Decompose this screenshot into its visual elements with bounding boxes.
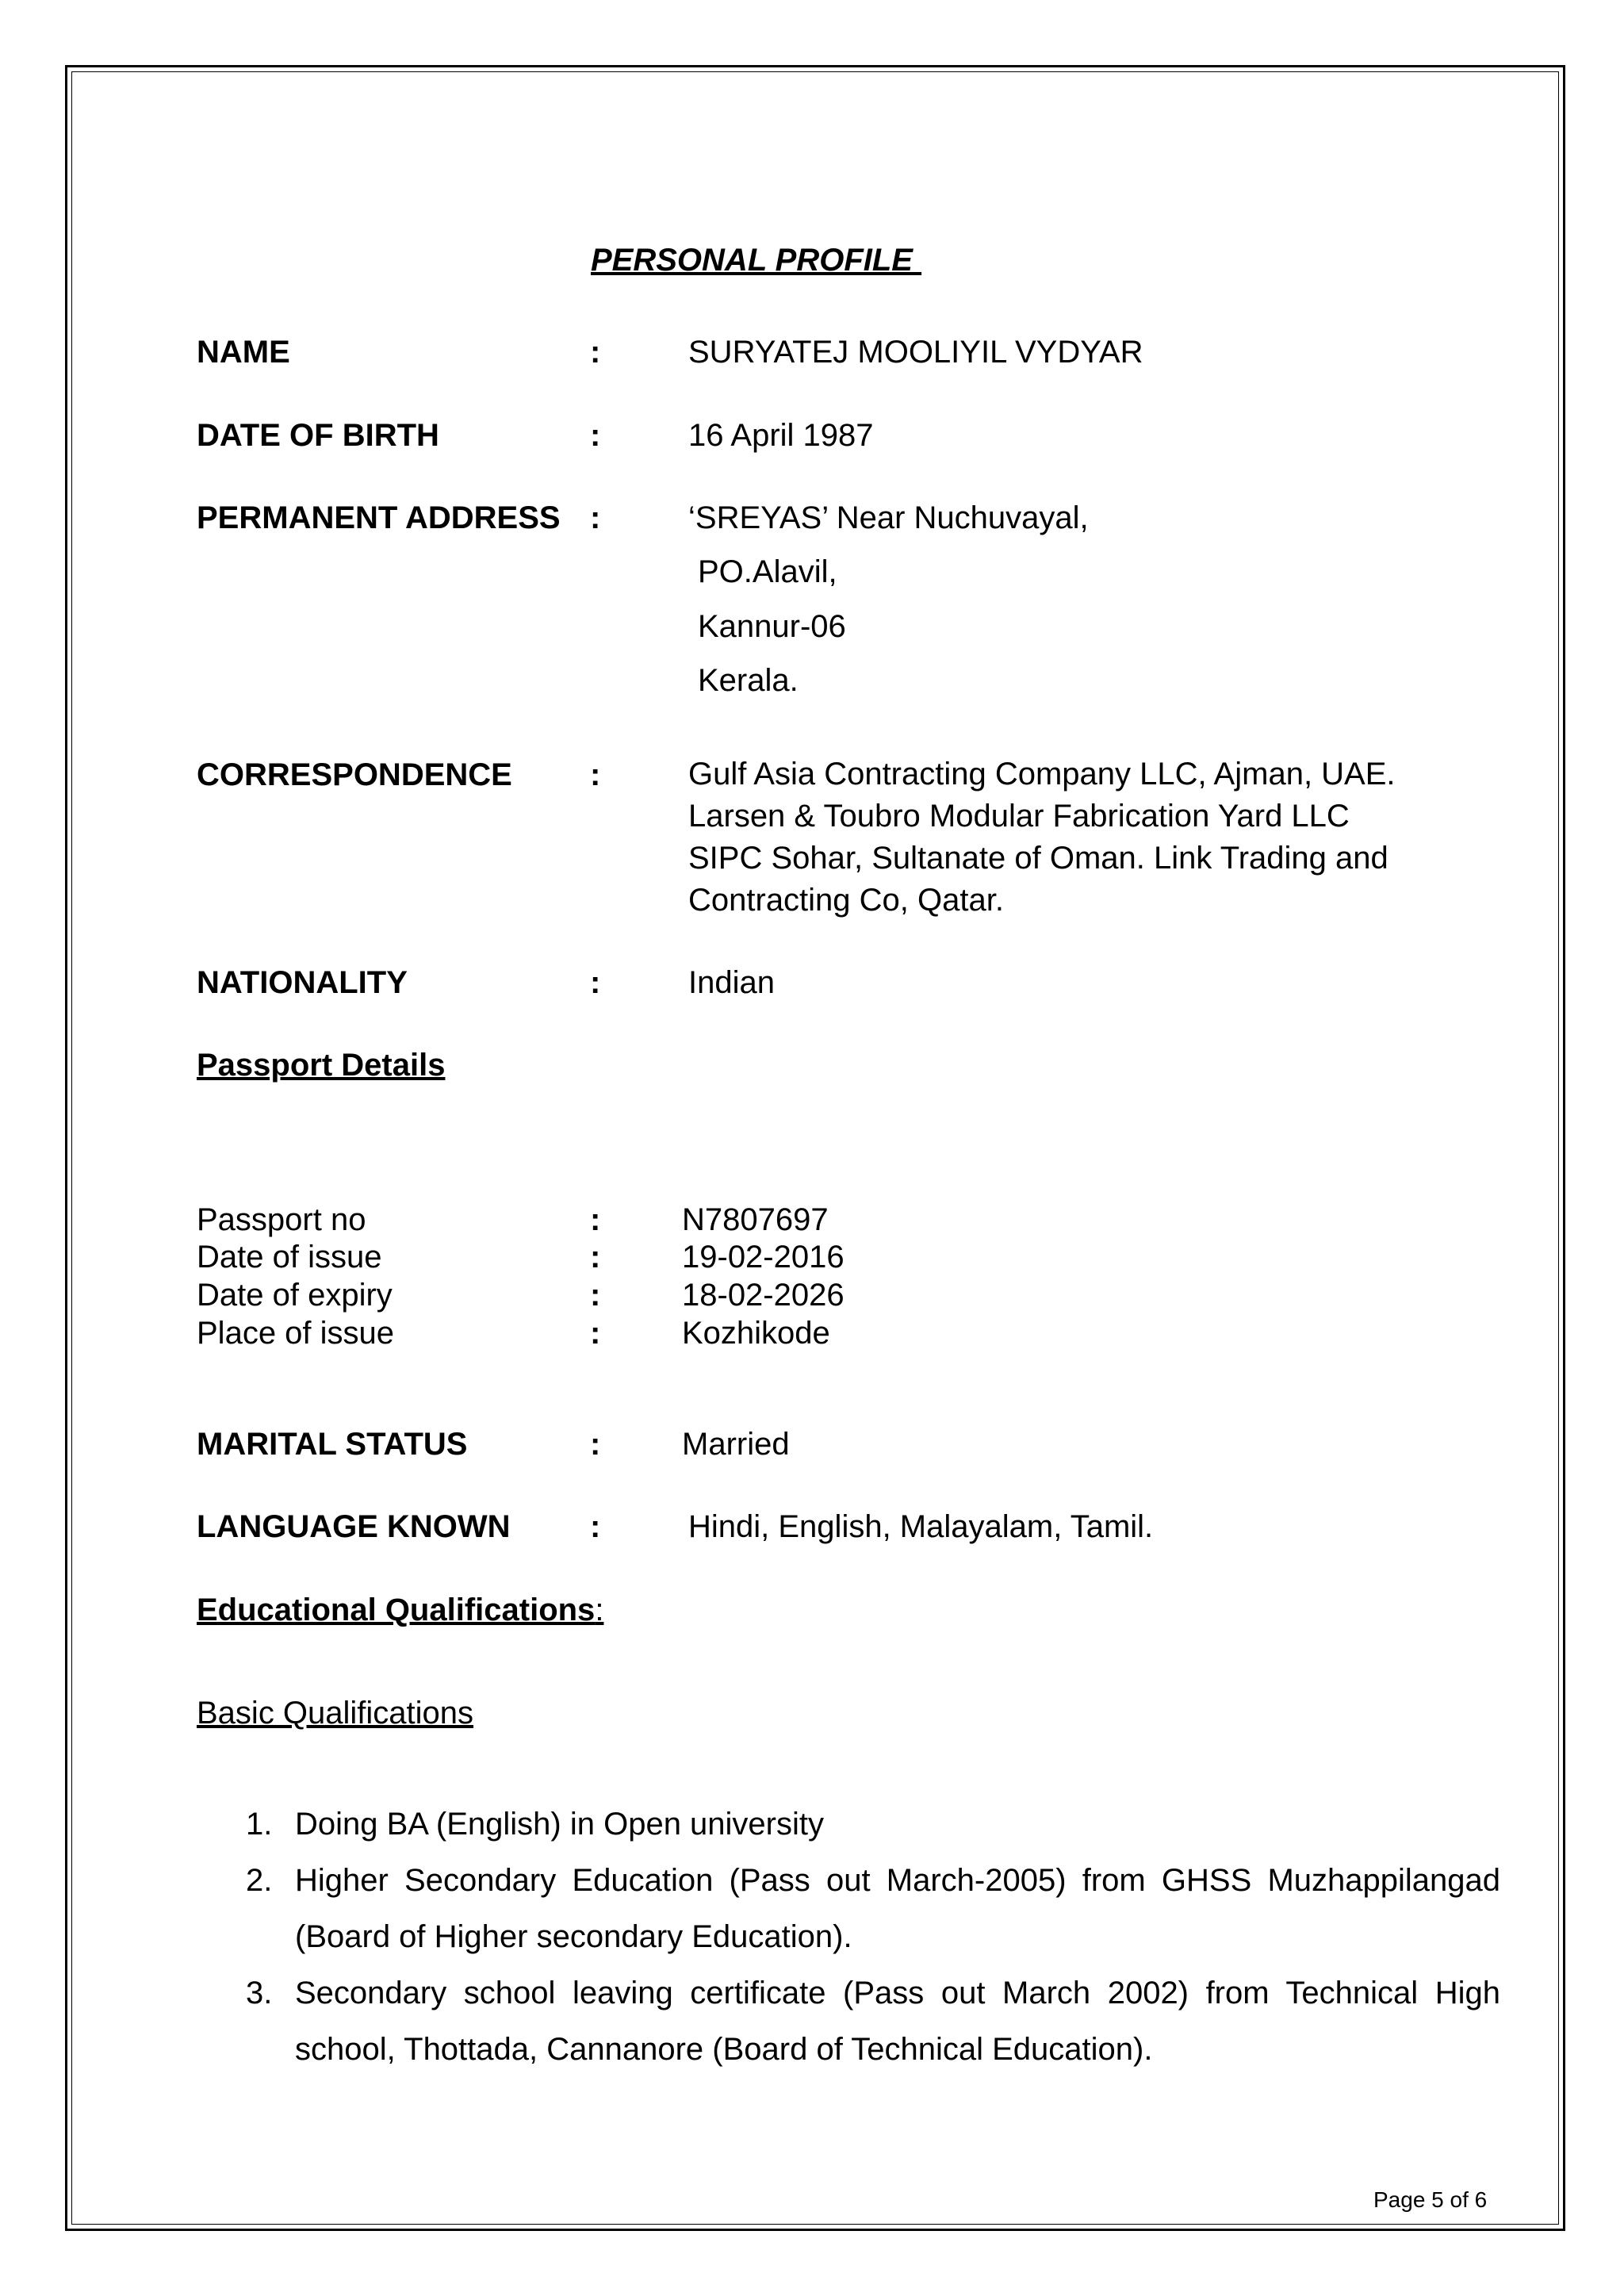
correspondence-label: CORRESPONDENCE bbox=[197, 757, 512, 792]
languages-value: Hindi, English, Malayalam, Tamil. bbox=[688, 1509, 1154, 1544]
dob-label: DATE OF BIRTH bbox=[197, 418, 439, 453]
name-colon: : bbox=[590, 335, 601, 370]
qualifications-list bbox=[246, 1796, 1500, 2078]
marital-status-label: MARITAL STATUS bbox=[197, 1427, 468, 1462]
education-heading bbox=[197, 1594, 603, 1626]
correspondence-colon: : bbox=[590, 757, 601, 792]
list-item bbox=[246, 1796, 1500, 1853]
dob-colon: : bbox=[590, 418, 601, 453]
date-of-issue-colon: : bbox=[590, 1240, 601, 1274]
languages-label: LANGUAGE KNOWN bbox=[197, 1509, 511, 1544]
marital-status-value: Married bbox=[682, 1427, 790, 1462]
date-of-expiry-colon: : bbox=[590, 1278, 601, 1313]
education-heading-colon: : bbox=[595, 1593, 604, 1627]
list-item-number: 1. bbox=[246, 1807, 273, 1842]
passport-no-label: Passport no bbox=[197, 1202, 366, 1237]
place-of-issue-colon: : bbox=[590, 1316, 601, 1351]
name-label: NAME bbox=[197, 335, 290, 370]
correspondence-line-1: Gulf Asia Contracting Company LLC, Ajman, UAE. bbox=[688, 757, 1396, 792]
list-item-text: Higher Secondary Education (Pass out March-2005) from GHSS Muzhappilangad (Board of Higher secondary Education). bbox=[295, 1863, 1500, 1954]
nationality-colon: : bbox=[590, 965, 601, 1000]
date-of-expiry-value: 18-02-2026 bbox=[682, 1278, 845, 1313]
permanent-address-label: PERMANENT ADDRESS bbox=[197, 500, 561, 535]
passport-no-colon: : bbox=[590, 1202, 601, 1237]
place-of-issue-value: Kozhikode bbox=[682, 1316, 830, 1351]
list-item-text: Secondary school leaving certificate (Pass out March 2002) from Technical High school, Thottada, Cannanore (Board of Technical Education). bbox=[295, 1976, 1500, 2067]
list-item bbox=[246, 1965, 1500, 2078]
correspondence-line-2: Larsen & Toubro Modular Fabrication Yard LLC bbox=[688, 799, 1350, 834]
page-number: Page 5 of 6 bbox=[1373, 2187, 1488, 2212]
list-item-number: 3. bbox=[246, 1976, 273, 2010]
permanent-address-line-4: Kerala. bbox=[698, 663, 799, 698]
correspondence-line-3: SIPC Sohar, Sultanate of Oman. Link Trading and bbox=[688, 841, 1388, 876]
passport-heading: Passport Details bbox=[197, 1048, 446, 1083]
date-of-issue-label: Date of issue bbox=[197, 1240, 382, 1274]
nationality-value: Indian bbox=[688, 965, 775, 1000]
place-of-issue-label: Place of issue bbox=[197, 1316, 395, 1351]
correspondence-value bbox=[688, 753, 1396, 922]
dob-value: 16 April 1987 bbox=[688, 418, 874, 453]
permanent-address-line-3: Kannur-06 bbox=[698, 609, 846, 644]
page-title: PERSONAL PROFILE bbox=[591, 243, 922, 278]
correspondence-line-4: Contracting Co, Qatar. bbox=[688, 883, 1004, 918]
permanent-address-line-2: PO.Alavil, bbox=[698, 554, 837, 589]
languages-colon: : bbox=[590, 1509, 601, 1544]
basic-qualifications-subheading: Basic Qualifications bbox=[197, 1696, 474, 1731]
list-item-number: 2. bbox=[246, 1863, 273, 1898]
marital-status-colon: : bbox=[590, 1427, 601, 1462]
education-heading-text: Educational Qualifications bbox=[197, 1593, 596, 1627]
permanent-address-line-1: ‘SREYAS’ Near Nuchuvayal, bbox=[688, 500, 1089, 535]
nationality-label: NATIONALITY bbox=[197, 965, 408, 1000]
passport-no-value: N7807697 bbox=[682, 1202, 829, 1237]
date-of-expiry-label: Date of expiry bbox=[197, 1278, 393, 1313]
list-item-text: Doing BA (English) in Open university bbox=[295, 1807, 824, 1842]
list-item bbox=[246, 1853, 1500, 1965]
name-value: SURYATEJ MOOLIYIL VYDYAR bbox=[688, 335, 1143, 370]
date-of-issue-value: 19-02-2016 bbox=[682, 1240, 845, 1274]
permanent-address-colon: : bbox=[590, 500, 601, 535]
